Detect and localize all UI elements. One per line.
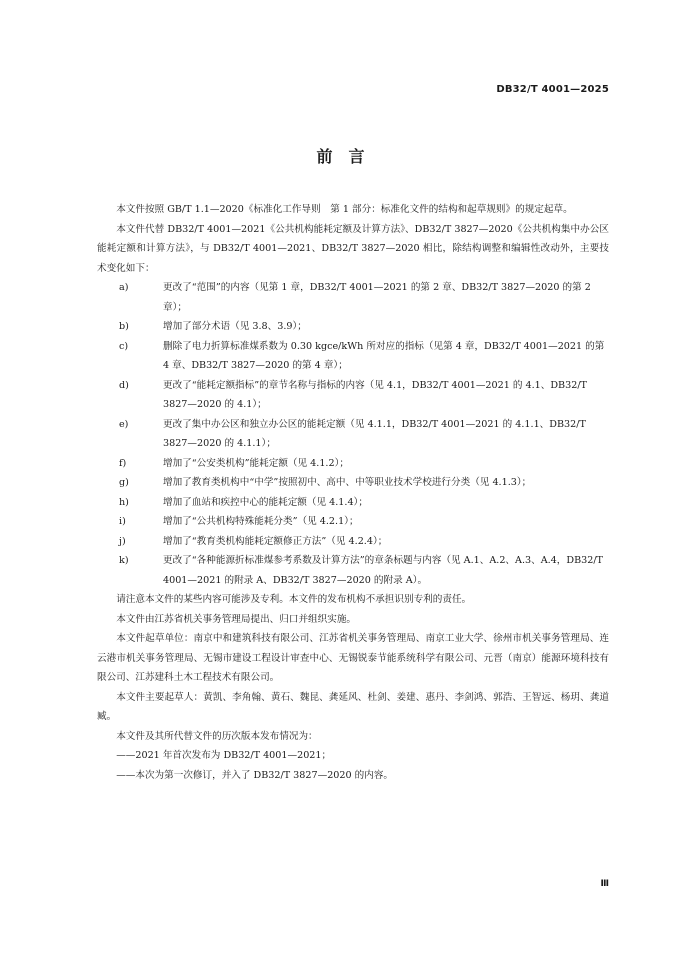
list-item-text: 增加了“公安类机构”能耗定额（见 4.1.2）； (163, 457, 349, 469)
list-item (119, 473, 609, 493)
list-marker: f) (119, 457, 127, 469)
list-item-text: 更改了“各种能源折标准煤参考系数及计算方法”的章条标题与内容（见 A.1、A.2、A.3、A.4，DB32/T 4001—2021 的附录 A、DB32/T 3827—2020 的附录 A）。 (163, 555, 603, 586)
list-item (119, 415, 609, 454)
list-marker: i) (119, 516, 126, 527)
list-item (119, 532, 609, 552)
paragraph-replacement: 本文件代替 DB32/T 4001—2021《公共机构能耗定额及计算方法》、DB32/T 3827—2020《公共机构集中办公区能耗定额和计算方法》，与 DB32/T 4001—2021、DB32/T 3827—2020 相比，除结构调整和编辑性改动外，主要技术变化如下： (97, 223, 609, 274)
list-marker: b) (119, 321, 129, 332)
list-item-text: 更改了“范围”的内容（见第 1 章，DB32/T 4001—2021 的第 2 章、DB32/T 3827—2020 的第 2 章）； (163, 282, 591, 313)
history-item: ——2021 年首次发布为 DB32/T 4001—2021； (116, 750, 332, 761)
page-title: 前 言 (316, 147, 365, 166)
list-marker: j) (119, 535, 126, 547)
document-code: DB32/T 4001—2025 (496, 84, 609, 95)
list-item-text: 增加了“公共机构特殊能耗分类”（见 4.2.1）； (163, 516, 359, 527)
list-item-text: 增加了血站和疾控中心的能耗定额（见 4.1.4）； (163, 496, 368, 508)
list-marker: d) (119, 379, 129, 391)
list-item-text: 删除了电力折算标准煤系数为 0.30 kgce/kWh 所对应的指标（见第 4 章，DB32/T 4001—2021 的第 4 章、DB32/T 3827—2020 的第 4 章）； (163, 340, 605, 371)
list-item (119, 493, 609, 513)
paragraph-proposer: 本文件由江苏省机关事务管理局提出、归口并组织实施。 (116, 613, 357, 625)
list-item-text: 增加了教育类机构中“中学”按照初中、高中、中等职业技术学校进行分类（见 4.1.3）； (163, 477, 532, 488)
list-marker: e) (119, 418, 129, 430)
paragraph-patent-notice: 请注意本文件的某些内容可能涉及专利。本文件的发布机构不承担识别专利的责任。 (116, 594, 472, 605)
history-item: ——本次为第一次修订，并入了 DB32/T 3827—2020 的内容。 (116, 769, 394, 781)
paragraph-history-intro: 本文件及其所代替文件的历次版本发布情况为： (116, 730, 318, 742)
list-item (119, 337, 609, 376)
page-number: Ⅲ (600, 879, 609, 889)
list-marker: k) (119, 555, 129, 566)
list-item-text: 更改了“能耗定额指标”的章节名称与指标的内容（见 4.1，DB32/T 4001—2021 的 4.1、DB32/T 3827—2020 的 4.1）； (163, 379, 587, 410)
paragraph-drafters: 本文件主要起草人：黄凯、李角翰、黄石、魏昆、龚延风、杜剑、姜建、惠丹、李剑鸿、郭浩、王智远、杨玥、龚道臧。 (97, 691, 609, 722)
list-marker: h) (119, 496, 129, 508)
document-body (97, 200, 609, 785)
list-marker: a) (119, 282, 129, 293)
list-item-text: 增加了“教育类机构能耗定额修正方法”（见 4.2.4）； (163, 535, 388, 547)
list-item (119, 317, 609, 337)
version-history (97, 746, 609, 785)
list-item (119, 512, 609, 532)
paragraph-drafting-units: 本文件起草单位：南京中和建筑科技有限公司、江苏省机关事务管理局、南京工业大学、徐州市机关事务管理局、连云港市机关事务管理局、无锡市建设工程设计审查中心、无锡锐泰节能系统科学有限公司、元晋（南京）能源环境科技有限公司、江苏建科土木工程技术有限公司。 (97, 633, 609, 683)
list-item (119, 551, 609, 590)
technical-changes-list (97, 278, 609, 590)
paragraph-drafting-basis: 本文件按照 GB/T 1.1—2020《标准化工作导则 第 1 部分：标准化文件的结构和起草规则》的规定起草。 (116, 204, 573, 215)
list-marker: c) (119, 340, 129, 352)
list-item (119, 454, 609, 474)
list-item-text: 增加了部分术语（见 3.8、3.9）； (163, 321, 307, 332)
list-item (119, 376, 609, 415)
list-item-text: 更改了集中办公区和独立办公区的能耗定额（见 4.1.1，DB32/T 4001—2021 的 4.1.1、DB32/T 3827—2020 的 4.1.1）； (163, 418, 586, 449)
list-item (119, 278, 609, 317)
list-marker: g) (119, 477, 129, 488)
